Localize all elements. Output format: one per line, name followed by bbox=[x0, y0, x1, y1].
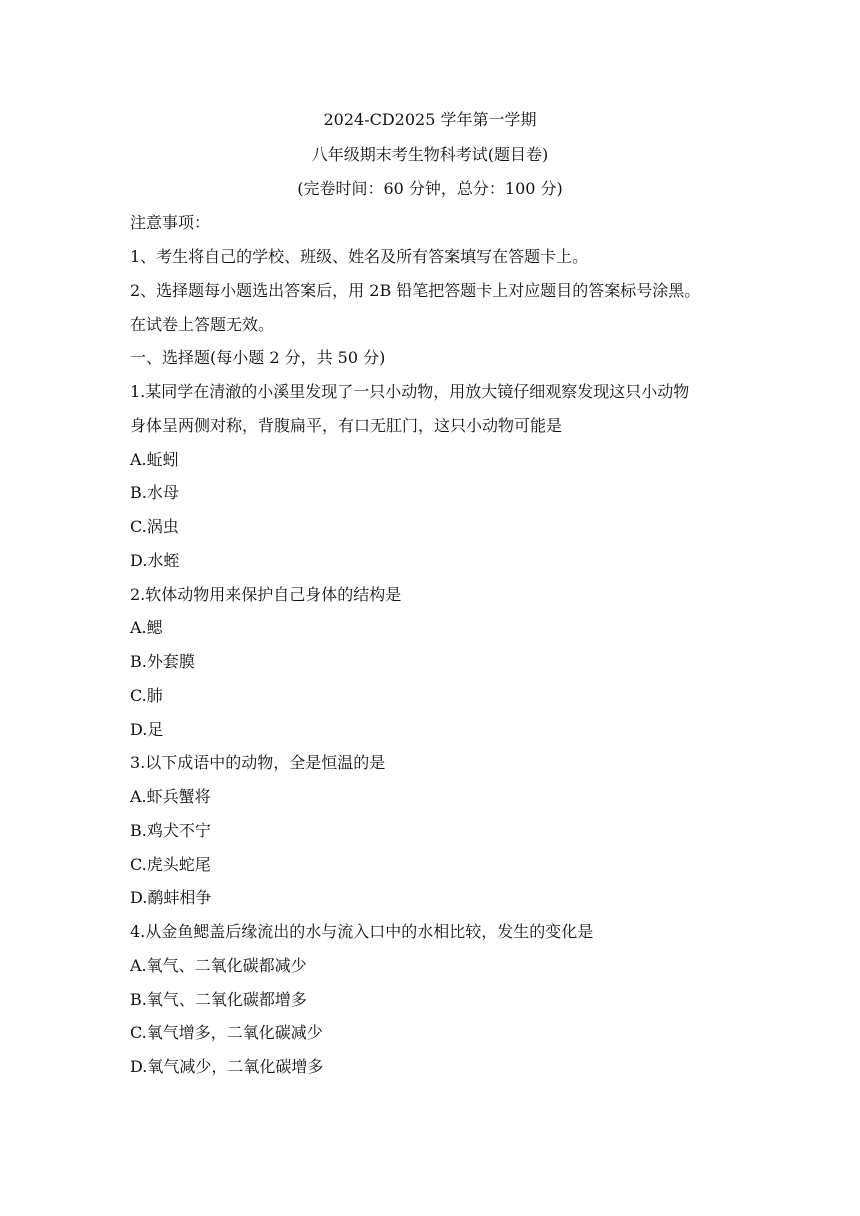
question-option: B.氧气、二氧化碳都增多 bbox=[130, 990, 307, 1009]
question-option: B.鸡犬不宁 bbox=[130, 821, 211, 840]
notice-item-2: 2、选择题每小题选出答案后，用 2B 铅笔把答题卡上对应题目的答案标号涂黑。 bbox=[130, 281, 701, 300]
exam-year: 2024-CD2025 学年第一学期 bbox=[323, 110, 537, 129]
question-option: A.鳃 bbox=[130, 618, 163, 637]
question-option: A.虾兵蟹将 bbox=[130, 787, 211, 806]
exam-info: (完卷时间：60 分钟，总分：100 分) bbox=[297, 179, 563, 198]
question-option: D.水蛭 bbox=[130, 551, 180, 570]
section-heading: 一、选择题(每小题 2 分，共 50 分) bbox=[130, 348, 386, 367]
question-option: C.肺 bbox=[130, 686, 163, 705]
question-option: C.氧气增多，二氧化碳减少 bbox=[130, 1023, 323, 1042]
question-stem-cont: 身体呈两侧对称，背腹扁平，有口无肛门，这只小动物可能是 bbox=[130, 416, 563, 435]
question-stem: 4.从金鱼鳃盖后缘流出的水与流入口中的水相比较，发生的变化是 bbox=[130, 922, 594, 941]
notice-item-2-cont: 在试卷上答题无效。 bbox=[130, 315, 275, 334]
question-option: A.氧气、二氧化碳都减少 bbox=[130, 956, 307, 975]
question-option: D.鹬蚌相争 bbox=[130, 888, 212, 907]
question-option: A.蚯蚓 bbox=[130, 450, 179, 469]
question-stem: 1.某同学在清澈的小溪里发现了一只小动物，用放大镜仔细观察发现这只小动物 bbox=[130, 382, 690, 401]
question-option: D.氧气减少，二氧化碳增多 bbox=[130, 1057, 324, 1076]
notice-heading: 注意事项： bbox=[130, 213, 211, 232]
question-option: C.虎头蛇尾 bbox=[130, 855, 211, 874]
question-stem: 2.软体动物用来保护自己身体的结构是 bbox=[130, 585, 402, 604]
notice-item-1: 1、考生将自己的学校、班级、姓名及所有答案填写在答题卡上。 bbox=[130, 247, 589, 266]
question-stem: 3.以下成语中的动物，全是恒温的是 bbox=[130, 753, 386, 772]
question-option: C.涡虫 bbox=[130, 517, 179, 536]
question-option: B.水母 bbox=[130, 483, 179, 502]
question-option: B.外套膜 bbox=[130, 652, 195, 671]
exam-title: 八年级期末考生物科考试(题目卷) bbox=[311, 145, 549, 164]
question-option: D.足 bbox=[130, 720, 164, 739]
